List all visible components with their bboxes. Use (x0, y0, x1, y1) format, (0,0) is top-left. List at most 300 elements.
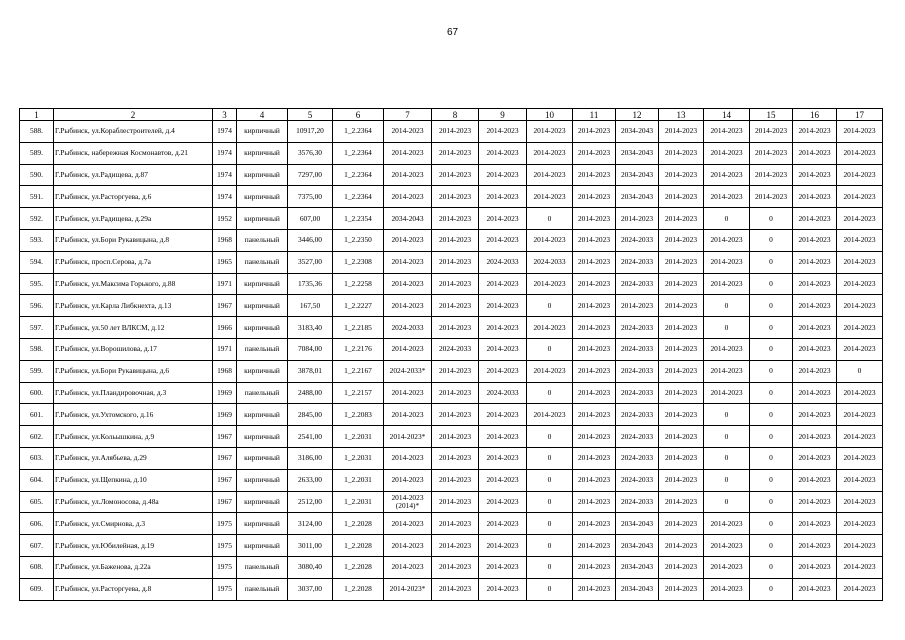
col9-cell: 2014-2023 (479, 469, 527, 491)
col13-cell: 2014-2023 (659, 251, 704, 273)
area-cell: 10917,20 (288, 121, 333, 143)
col8-cell: 2014-2023 (432, 121, 479, 143)
material-cell: кирпичный (237, 426, 288, 448)
col12-cell: 2014-2023 (616, 208, 659, 230)
col15-cell: 0 (750, 273, 793, 295)
col16-cell: 2014-2023 (793, 295, 837, 317)
address-cell: Г.Рыбинск, ул.Кольышкина, д.9 (54, 426, 213, 448)
table-row (20, 186, 883, 208)
col7-cell: 2014-2023 (384, 164, 432, 186)
col8-cell: 2014-2023 (432, 295, 479, 317)
col12-cell: 2024-2033 (616, 251, 659, 273)
material-cell: панельный (237, 251, 288, 273)
col11-cell: 2014-2023 (573, 491, 616, 513)
col8-cell: 2024-2033 (432, 338, 479, 360)
col8-cell: 2014-2023 (432, 251, 479, 273)
col9-cell: 2014-2023 (479, 404, 527, 426)
col12-cell: 2024-2033 (616, 382, 659, 404)
table-row (20, 164, 883, 186)
col13-cell: 2014-2023 (659, 121, 704, 143)
col15-cell: 0 (750, 513, 793, 535)
col9-cell: 2014-2023 (479, 578, 527, 600)
code-cell: 1_2.2031 (333, 426, 384, 448)
col12-cell: 2024-2033 (616, 447, 659, 469)
col17-cell: 2014-2023 (837, 208, 883, 230)
year-cell: 1969 (213, 382, 237, 404)
col15-cell: 0 (750, 317, 793, 339)
col11-cell: 2014-2023 (573, 578, 616, 600)
col11-cell: 2014-2023 (573, 317, 616, 339)
col7-cell: 2014-2023 (384, 513, 432, 535)
col15-cell: 0 (750, 382, 793, 404)
row-number: 595. (20, 273, 54, 295)
col14-cell: 2014-2023 (704, 229, 750, 251)
year-cell: 1968 (213, 360, 237, 382)
col17-cell: 2014-2023 (837, 382, 883, 404)
address-cell: Г.Рыбинск, ул.Смирнова, д.3 (54, 513, 213, 535)
col15-cell: 0 (750, 360, 793, 382)
col10-cell: 0 (527, 491, 573, 513)
area-cell: 3037,00 (288, 578, 333, 600)
header-row (20, 109, 883, 121)
column-header: 6 (333, 109, 384, 121)
col8-cell: 2014-2023 (432, 556, 479, 578)
col11-cell: 2014-2023 (573, 513, 616, 535)
col9-cell: 2014-2023 (479, 338, 527, 360)
col9-cell: 2014-2023 (479, 186, 527, 208)
col15-cell: 0 (750, 251, 793, 273)
material-cell: панельный (237, 229, 288, 251)
col12-cell: 2034-2043 (616, 164, 659, 186)
year-cell: 1967 (213, 295, 237, 317)
address-cell: Г.Рыбинск, ул.Баженова, д.22а (54, 556, 213, 578)
col16-cell: 2014-2023 (793, 469, 837, 491)
row-number: 608. (20, 556, 54, 578)
year-cell: 1975 (213, 513, 237, 535)
col7-cell: 2014-2023 (384, 142, 432, 164)
col10-cell: 0 (527, 556, 573, 578)
col13-cell: 2014-2023 (659, 295, 704, 317)
column-header: 8 (432, 109, 479, 121)
col14-cell: 0 (704, 208, 750, 230)
address-cell: Г.Рыбинск, ул.Бори Рукавицына, д.6 (54, 360, 213, 382)
col8-cell: 2014-2023 (432, 535, 479, 557)
area-cell: 607,00 (288, 208, 333, 230)
material-cell: кирпичный (237, 469, 288, 491)
col11-cell: 2014-2023 (573, 186, 616, 208)
area-cell: 7084,00 (288, 338, 333, 360)
col14-cell: 0 (704, 317, 750, 339)
address-cell: Г.Рыбинск, ул.Расторгуева, д.6 (54, 186, 213, 208)
col7-cell: 2014-2023 (384, 382, 432, 404)
material-cell: кирпичный (237, 121, 288, 143)
address-cell: Г.Рыбинск, набережная Космонавтов, д.21 (54, 142, 213, 164)
material-cell: кирпичный (237, 295, 288, 317)
col8-cell: 2014-2023 (432, 469, 479, 491)
year-cell: 1975 (213, 556, 237, 578)
col11-cell: 2014-2023 (573, 556, 616, 578)
col9-cell: 2024-2033 (479, 382, 527, 404)
col7-cell: 2014-2023 (384, 447, 432, 469)
col10-cell: 0 (527, 535, 573, 557)
code-cell: 1_2.2354 (333, 208, 384, 230)
year-cell: 1968 (213, 229, 237, 251)
col14-cell: 2014-2023 (704, 556, 750, 578)
col14-cell: 0 (704, 404, 750, 426)
material-cell: кирпичный (237, 317, 288, 339)
col13-cell: 2014-2023 (659, 273, 704, 295)
col17-cell: 2014-2023 (837, 164, 883, 186)
code-cell: 1_2.2350 (333, 229, 384, 251)
col11-cell: 2014-2023 (573, 447, 616, 469)
col9-cell: 2014-2023 (479, 273, 527, 295)
col17-cell: 2014-2023 (837, 535, 883, 557)
table-row (20, 426, 883, 448)
table-row (20, 556, 883, 578)
col7-cell: 2014-2023 (384, 469, 432, 491)
row-number: 605. (20, 491, 54, 513)
col11-cell: 2014-2023 (573, 295, 616, 317)
code-cell: 1_2.2308 (333, 251, 384, 273)
material-cell: панельный (237, 382, 288, 404)
col9-cell: 2014-2023 (479, 513, 527, 535)
material-cell: кирпичный (237, 360, 288, 382)
material-cell: кирпичный (237, 273, 288, 295)
col17-cell: 2014-2023 (837, 273, 883, 295)
col15-cell: 2014-2023 (750, 121, 793, 143)
col15-cell: 0 (750, 491, 793, 513)
col16-cell: 2014-2023 (793, 186, 837, 208)
code-cell: 1_2.2157 (333, 382, 384, 404)
col12-cell: 2034-2043 (616, 513, 659, 535)
year-cell: 1975 (213, 578, 237, 600)
col12-cell: 2034-2043 (616, 142, 659, 164)
year-cell: 1966 (213, 317, 237, 339)
col16-cell: 2014-2023 (793, 208, 837, 230)
table-row (20, 578, 883, 600)
col8-cell: 2014-2023 (432, 578, 479, 600)
code-cell: 1_2.2364 (333, 186, 384, 208)
col14-cell: 2014-2023 (704, 164, 750, 186)
col11-cell: 2014-2023 (573, 404, 616, 426)
area-cell: 3183,40 (288, 317, 333, 339)
material-cell: кирпичный (237, 491, 288, 513)
col15-cell: 0 (750, 338, 793, 360)
address-cell: Г.Рыбинск, ул.50 лет ВЛКСМ, д.12 (54, 317, 213, 339)
col15-cell: 0 (750, 426, 793, 448)
col7-cell: 2014-2023 (384, 273, 432, 295)
row-number: 606. (20, 513, 54, 535)
row-number: 609. (20, 578, 54, 600)
table-row (20, 142, 883, 164)
material-cell: панельный (237, 338, 288, 360)
col13-cell: 2014-2023 (659, 578, 704, 600)
column-header: 2 (54, 109, 213, 121)
table-row (20, 338, 883, 360)
address-cell: Г.Рыбинск, ул.Расторгуева, д.8 (54, 578, 213, 600)
col12-cell: 2024-2033 (616, 360, 659, 382)
area-cell: 3011,00 (288, 535, 333, 557)
col12-cell: 2024-2033 (616, 317, 659, 339)
col9-cell: 2014-2023 (479, 164, 527, 186)
area-cell: 2512,00 (288, 491, 333, 513)
address-cell: Г.Рыбинск, ул.Пландировочная, д.3 (54, 382, 213, 404)
col16-cell: 2014-2023 (793, 317, 837, 339)
col17-cell: 2014-2023 (837, 513, 883, 535)
material-cell: панельный (237, 556, 288, 578)
col10-cell: 2014-2023 (527, 186, 573, 208)
material-cell: кирпичный (237, 404, 288, 426)
material-cell: кирпичный (237, 208, 288, 230)
col17-cell: 2014-2023 (837, 447, 883, 469)
col12-cell: 2024-2033 (616, 426, 659, 448)
col7-cell: 2014-2023 (384, 251, 432, 273)
col17-cell: 2014-2023 (837, 295, 883, 317)
col17-cell: 2014-2023 (837, 251, 883, 273)
table-row (20, 229, 883, 251)
code-cell: 1_2.2028 (333, 535, 384, 557)
col7-cell: 2014-2023 (384, 229, 432, 251)
col14-cell: 2014-2023 (704, 578, 750, 600)
col14-cell: 0 (704, 469, 750, 491)
col12-cell: 2024-2033 (616, 491, 659, 513)
col10-cell: 2014-2023 (527, 360, 573, 382)
table-row (20, 273, 883, 295)
col15-cell: 0 (750, 404, 793, 426)
col8-cell: 2014-2023 (432, 164, 479, 186)
col12-cell: 2024-2033 (616, 338, 659, 360)
code-cell: 1_2.2083 (333, 404, 384, 426)
col13-cell: 2014-2023 (659, 447, 704, 469)
col9-cell: 2014-2023 (479, 556, 527, 578)
col10-cell: 2014-2023 (527, 142, 573, 164)
year-cell: 1967 (213, 447, 237, 469)
col17-cell: 2014-2023 (837, 338, 883, 360)
code-cell: 1_2.2031 (333, 469, 384, 491)
area-cell: 3446,00 (288, 229, 333, 251)
col15-cell: 0 (750, 578, 793, 600)
address-cell: Г.Рыбинск, ул.Ухтомского, д.16 (54, 404, 213, 426)
col10-cell: 2014-2023 (527, 164, 573, 186)
col14-cell: 2014-2023 (704, 186, 750, 208)
code-cell: 1_2.2364 (333, 164, 384, 186)
col13-cell: 2014-2023 (659, 382, 704, 404)
col14-cell: 2014-2023 (704, 513, 750, 535)
material-cell: кирпичный (237, 164, 288, 186)
col9-cell: 2014-2023 (479, 208, 527, 230)
col16-cell: 2014-2023 (793, 447, 837, 469)
column-header: 4 (237, 109, 288, 121)
col12-cell: 2024-2033 (616, 404, 659, 426)
code-cell: 1_2.2031 (333, 447, 384, 469)
row-number: 589. (20, 142, 54, 164)
page-number: 67 (446, 27, 459, 38)
column-header: 16 (793, 109, 837, 121)
row-number: 601. (20, 404, 54, 426)
col14-cell: 0 (704, 491, 750, 513)
col12-cell: 2034-2043 (616, 578, 659, 600)
address-cell: Г.Рыбинск, ул.Радищева, д.29а (54, 208, 213, 230)
col9-cell: 2014-2023 (479, 535, 527, 557)
col17-cell: 2014-2023 (837, 578, 883, 600)
col8-cell: 2014-2023 (432, 513, 479, 535)
col9-cell: 2014-2023 (479, 121, 527, 143)
column-header: 14 (704, 109, 750, 121)
address-cell: Г.Рыбинск, ул.Бори Рукавицына, д.8 (54, 229, 213, 251)
col13-cell: 2014-2023 (659, 426, 704, 448)
col7-cell: 2014-2023 (384, 186, 432, 208)
col15-cell: 0 (750, 229, 793, 251)
column-header: 11 (573, 109, 616, 121)
col17-cell: 2014-2023 (837, 317, 883, 339)
area-cell: 3080,40 (288, 556, 333, 578)
table-row (20, 513, 883, 535)
col11-cell: 2014-2023 (573, 426, 616, 448)
column-header: 17 (837, 109, 883, 121)
code-cell: 1_2.2176 (333, 338, 384, 360)
col14-cell: 2014-2023 (704, 273, 750, 295)
col17-cell: 0 (837, 360, 883, 382)
col7-cell: 2034-2043 (384, 208, 432, 230)
year-cell: 1969 (213, 404, 237, 426)
code-cell: 1_2.2028 (333, 513, 384, 535)
material-cell: кирпичный (237, 186, 288, 208)
area-cell: 3124,00 (288, 513, 333, 535)
col11-cell: 2014-2023 (573, 121, 616, 143)
column-header: 3 (213, 109, 237, 121)
row-number: 604. (20, 469, 54, 491)
col9-cell: 2014-2023 (479, 360, 527, 382)
col15-cell: 0 (750, 447, 793, 469)
col16-cell: 2014-2023 (793, 535, 837, 557)
row-number: 603. (20, 447, 54, 469)
col16-cell: 2014-2023 (793, 338, 837, 360)
col14-cell: 0 (704, 295, 750, 317)
area-cell: 7375,00 (288, 186, 333, 208)
address-cell: Г.Рыбинск, ул.Алябьева, д.29 (54, 447, 213, 469)
col16-cell: 2014-2023 (793, 229, 837, 251)
year-cell: 1974 (213, 186, 237, 208)
col15-cell: 0 (750, 469, 793, 491)
col17-cell: 2014-2023 (837, 121, 883, 143)
address-cell: Г.Рыбинск, ул.Щепкина, д.10 (54, 469, 213, 491)
col15-cell: 2014-2023 (750, 142, 793, 164)
address-cell: Г.Рыбинск, просп.Серова, д.7а (54, 251, 213, 273)
col12-cell: 2014-2023 (616, 295, 659, 317)
col11-cell: 2014-2023 (573, 360, 616, 382)
col13-cell: 2014-2023 (659, 142, 704, 164)
col17-cell: 2014-2023 (837, 142, 883, 164)
area-cell: 2633,00 (288, 469, 333, 491)
row-number: 594. (20, 251, 54, 273)
table-row (20, 295, 883, 317)
col14-cell: 2014-2023 (704, 535, 750, 557)
col11-cell: 2014-2023 (573, 469, 616, 491)
col13-cell: 2014-2023 (659, 186, 704, 208)
col15-cell: 0 (750, 208, 793, 230)
col7-cell: 2014-2023 (384, 404, 432, 426)
col8-cell: 2014-2023 (432, 186, 479, 208)
column-header: 10 (527, 109, 573, 121)
column-header: 15 (750, 109, 793, 121)
col16-cell: 2014-2023 (793, 513, 837, 535)
col13-cell: 2014-2023 (659, 317, 704, 339)
code-cell: 1_2.2028 (333, 556, 384, 578)
material-cell: кирпичный (237, 535, 288, 557)
col12-cell: 2024-2033 (616, 273, 659, 295)
column-header: 5 (288, 109, 333, 121)
col11-cell: 2014-2023 (573, 535, 616, 557)
table-row (20, 251, 883, 273)
area-cell: 2488,00 (288, 382, 333, 404)
area-cell: 167,50 (288, 295, 333, 317)
col9-cell: 2014-2023 (479, 295, 527, 317)
col7-cell: 2014-2023 (384, 121, 432, 143)
year-cell: 1975 (213, 535, 237, 557)
col8-cell: 2014-2023 (432, 142, 479, 164)
col17-cell: 2014-2023 (837, 469, 883, 491)
row-number: 607. (20, 535, 54, 557)
col14-cell: 2014-2023 (704, 360, 750, 382)
col16-cell: 2014-2023 (793, 360, 837, 382)
col14-cell: 2014-2023 (704, 338, 750, 360)
col11-cell: 2014-2023 (573, 142, 616, 164)
address-cell: Г.Рыбинск, ул.Кораблестроителей, д.4 (54, 121, 213, 143)
code-cell: 1_2.2185 (333, 317, 384, 339)
area-cell: 3527,00 (288, 251, 333, 273)
address-cell: Г.Рыбинск, ул.Юбилейная, д.19 (54, 535, 213, 557)
col7-cell: 2024-2033 (384, 317, 432, 339)
year-cell: 1971 (213, 338, 237, 360)
address-cell: Г.Рыбинск, ул.Ворошилова, д.17 (54, 338, 213, 360)
code-cell: 1_2.2031 (333, 491, 384, 513)
col14-cell: 0 (704, 426, 750, 448)
col16-cell: 2014-2023 (793, 556, 837, 578)
col13-cell: 2014-2023 (659, 469, 704, 491)
col8-cell: 2014-2023 (432, 229, 479, 251)
address-cell: Г.Рыбинск, ул.Карла Либкнехта, д.13 (54, 295, 213, 317)
col13-cell: 2014-2023 (659, 360, 704, 382)
col15-cell: 2014-2023 (750, 186, 793, 208)
col10-cell: 0 (527, 426, 573, 448)
col7-cell: 2014-2023 (2014)* (384, 491, 432, 513)
area-cell: 7297,00 (288, 164, 333, 186)
col7-cell: 2014-2023* (384, 426, 432, 448)
col8-cell: 2014-2023 (432, 404, 479, 426)
area-cell: 3186,00 (288, 447, 333, 469)
code-cell: 1_2.2167 (333, 360, 384, 382)
col11-cell: 2014-2023 (573, 251, 616, 273)
table-body (20, 121, 883, 601)
row-number: 600. (20, 382, 54, 404)
col13-cell: 2014-2023 (659, 338, 704, 360)
col10-cell: 2014-2023 (527, 229, 573, 251)
address-cell: Г.Рыбинск, ул.Ломоносова, д.48а (54, 491, 213, 513)
code-cell: 1_2.2364 (333, 121, 384, 143)
table-row (20, 491, 883, 513)
material-cell: кирпичный (237, 142, 288, 164)
col7-cell: 2014-2023 (384, 535, 432, 557)
col9-cell: 2024-2033 (479, 251, 527, 273)
row-number: 597. (20, 317, 54, 339)
table-row (20, 360, 883, 382)
row-number: 592. (20, 208, 54, 230)
col10-cell: 2014-2023 (527, 404, 573, 426)
row-number: 588. (20, 121, 54, 143)
row-number: 599. (20, 360, 54, 382)
table-row (20, 535, 883, 557)
col12-cell: 2024-2033 (616, 469, 659, 491)
